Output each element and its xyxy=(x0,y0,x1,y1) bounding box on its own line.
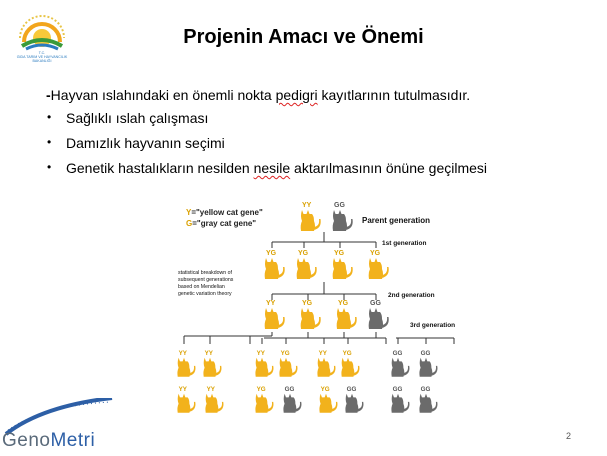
yellow-cat-icon xyxy=(177,350,195,377)
yellow-cat-icon xyxy=(301,300,321,329)
yellow-cat-icon xyxy=(279,350,297,377)
logo-line-2: GIDA TARIM VE HAYVANCILIK xyxy=(16,55,68,59)
genotype-label: YG xyxy=(320,386,330,394)
genotype-label: GG xyxy=(392,350,403,358)
side-note-line: statistical breakdown of xyxy=(178,270,232,276)
yellow-cat-icon xyxy=(333,250,353,279)
brand-part-blue: Metri xyxy=(50,430,96,451)
yellow-cat-icon xyxy=(369,250,389,279)
page-number: 2 xyxy=(566,431,572,441)
yellow-cat-icon xyxy=(265,300,285,329)
gray-cat-icon xyxy=(419,350,437,377)
side-note xyxy=(178,270,234,297)
gray-cat-icon xyxy=(419,386,437,413)
legend-yellow-gene: Y="yellow cat gene" xyxy=(186,208,263,217)
genotype-label: GG xyxy=(392,386,403,394)
genotype-label: YG xyxy=(298,250,309,257)
genotype-label: GG xyxy=(284,386,295,394)
genotype-label: GG xyxy=(370,300,381,307)
yellow-cat-icon xyxy=(337,300,357,329)
gray-cat-icon xyxy=(369,300,389,329)
intro-dash: - xyxy=(46,87,51,103)
gen1-label: 1st generation xyxy=(382,240,427,247)
genotype-label: YG xyxy=(302,300,313,307)
genotype-label: YG xyxy=(266,250,277,257)
cat-pedigree-diagram xyxy=(164,196,474,416)
yellow-cat-icon xyxy=(255,350,273,377)
yellow-cat-icon xyxy=(317,350,335,377)
yellow-cat-icon xyxy=(319,386,337,413)
gray-cat-icon xyxy=(283,386,301,413)
bullet-text: aktarılmasının önüne geçilmesi xyxy=(290,160,488,176)
bullet-text-underlined: nesile xyxy=(253,160,291,176)
gray-cat-icon xyxy=(333,202,353,231)
bullet-item xyxy=(66,160,487,176)
intro-text-b: kayıtlarının tutulmasıdır. xyxy=(317,87,471,103)
yellow-cat-icon xyxy=(341,350,359,377)
yellow-cat-icon xyxy=(205,386,223,413)
bullet-item xyxy=(66,110,208,126)
bullet-item xyxy=(66,135,225,151)
genotype-label: YG xyxy=(370,250,381,257)
side-note-line: based on Mendelian xyxy=(178,284,225,290)
yellow-cat-icon xyxy=(301,202,321,231)
intro-text-a: Hayvan ıslahındaki en önemli nokta xyxy=(50,87,276,103)
cat-nodes xyxy=(177,202,437,413)
genotype-label: YY xyxy=(318,350,328,358)
genotype-label: GG xyxy=(346,386,357,394)
genotype-label: YY xyxy=(302,202,312,209)
genotype-label: YG xyxy=(338,300,349,307)
genotype-label: YY xyxy=(266,300,276,307)
yellow-cat-icon xyxy=(255,386,273,413)
bullet-text: Damızlık hayvanın seçimi xyxy=(66,135,225,151)
genotype-label: YY xyxy=(204,350,214,358)
genotype-label: YY xyxy=(178,386,188,394)
legend-gray-gene: G="gray cat gene" xyxy=(186,219,257,228)
genotype-label: YG xyxy=(280,350,290,358)
genotype-label: YY xyxy=(178,350,188,358)
genotype-label: YY xyxy=(206,386,216,394)
intro-text-underlined: pedigri xyxy=(275,87,318,103)
gen3-label: 3rd generation xyxy=(410,322,456,329)
genotype-label: YG xyxy=(342,350,352,358)
yellow-cat-icon xyxy=(297,250,317,279)
genotype-label: YY xyxy=(256,350,266,358)
logo-line-1: T.C. xyxy=(38,51,46,55)
genotype-label: YG xyxy=(334,250,345,257)
slide-title: Projenin Amacı ve Önemi xyxy=(183,26,424,48)
gen2-label: 2nd generation xyxy=(388,292,435,299)
genotype-label: GG xyxy=(420,386,431,394)
brand-part-gray: Geno xyxy=(2,430,51,451)
side-note-line: subsequent generations xyxy=(178,277,234,283)
gray-cat-icon xyxy=(391,386,409,413)
genotype-label: GG xyxy=(334,202,345,209)
side-note-line: genetic variation theory xyxy=(178,291,232,297)
bullet-text: Genetik hastalıkların nesilden xyxy=(66,160,254,176)
yellow-cat-icon xyxy=(203,350,221,377)
yellow-cat-icon xyxy=(177,386,195,413)
gray-cat-icon xyxy=(345,386,363,413)
genotype-label: GG xyxy=(420,350,431,358)
yellow-cat-icon xyxy=(265,250,285,279)
bullet-text: Sağlıklı ıslah çalışması xyxy=(66,110,209,126)
logo-line-3: BAKANLIĞI xyxy=(32,59,52,63)
intro-line xyxy=(46,87,470,103)
brand-name xyxy=(2,430,95,452)
gray-cat-icon xyxy=(391,350,409,377)
genometri-logo xyxy=(2,398,122,452)
genotype-label: YG xyxy=(256,386,266,394)
parent-generation-label: Parent generation xyxy=(362,216,431,225)
